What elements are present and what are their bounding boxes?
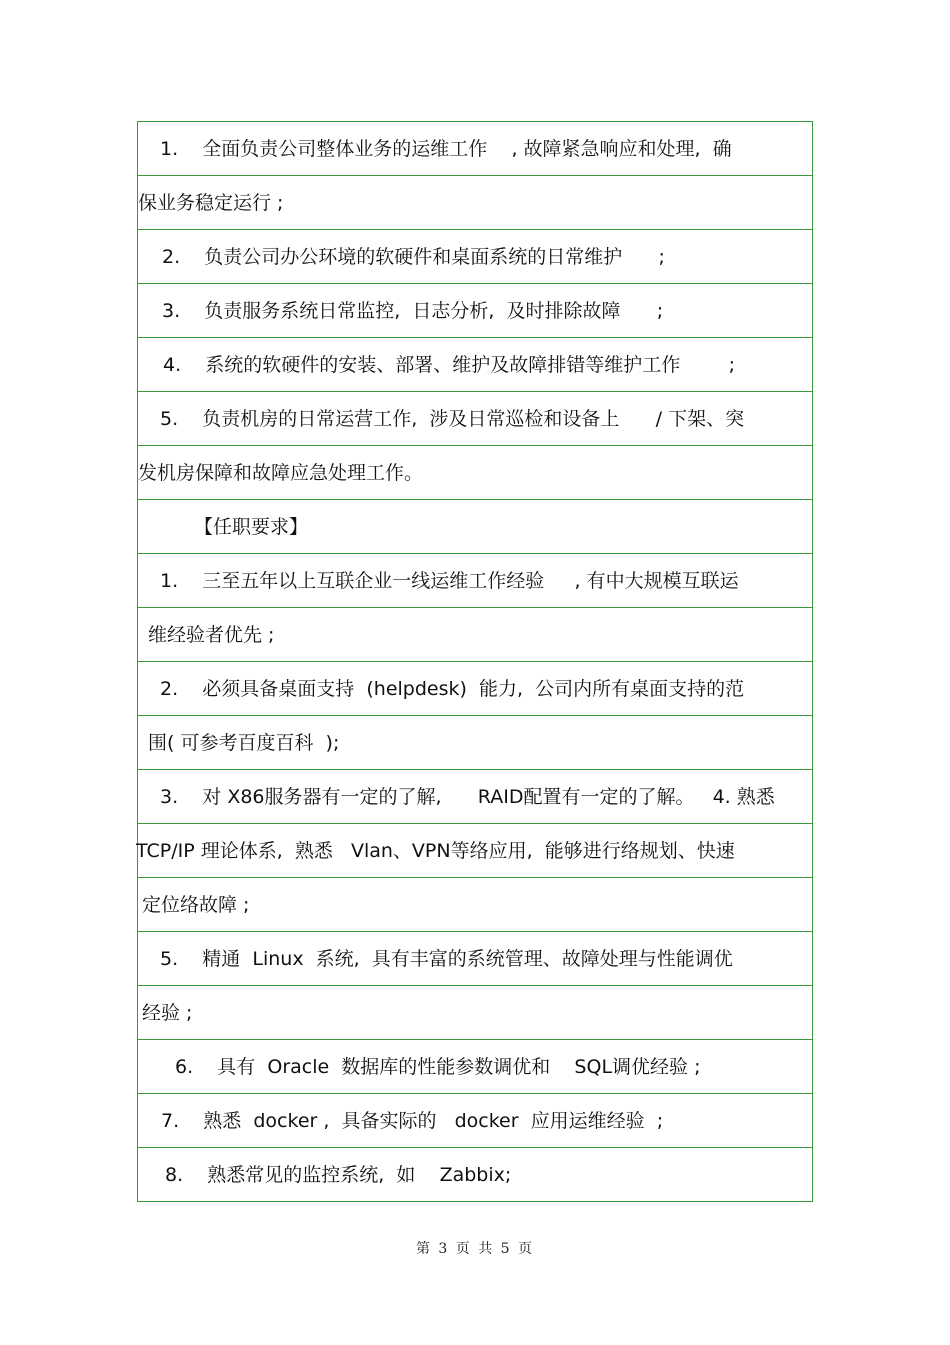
text-line: 1. 三至五年以上互联企业一线运维工作经验 , 有中大规模互联运 [160, 570, 739, 592]
text-line: 8. 熟悉常见的监控系统, 如 Zabbix; [165, 1164, 512, 1186]
table-row [138, 770, 812, 824]
text-line: 2. 必须具备桌面支持 (helpdesk) 能力, 公司内所有桌面支持的范 [160, 678, 745, 700]
text-line: 3. 对 X86服务器有一定的了解, RAID配置有一定的了解。 4. 熟悉 [160, 786, 775, 808]
table-row [138, 122, 812, 176]
table-row [138, 392, 812, 446]
table-row [138, 1148, 812, 1202]
text-line: 5. 精通 Linux 系统, 具有丰富的系统管理、故障处理与性能调优 [160, 948, 733, 970]
table-row [138, 986, 812, 1040]
text-line: 5. 负责机房的日常运营工作, 涉及日常巡检和设备上 / 下架、突 [160, 408, 745, 430]
section-heading: 【任职要求】 [194, 516, 309, 538]
text-line: 经验 ; [142, 1002, 193, 1024]
text-line: 3. 负责服务系统日常监控, 日志分析, 及时排除故障 ; [162, 300, 664, 322]
table-row [138, 608, 812, 662]
text-line: TCP/IP 理论体系, 熟悉 Vlan、VPN等络应用, 能够进行络规划、快速 [136, 840, 735, 862]
table-row [138, 554, 812, 608]
text-line: 定位络故障 ; [142, 894, 250, 916]
table-row [138, 338, 812, 392]
text-line: 6. 具有 Oracle 数据库的性能参数调优和 SQL调优经验 ; [175, 1056, 701, 1078]
text-line: 2. 负责公司办公环境的软硬件和桌面系统的日常维护 ; [162, 246, 665, 268]
text-line: 维经验者优先 ; [148, 624, 275, 646]
text-line: 发机房保障和故障应急处理工作。 [138, 462, 424, 484]
page-number-footer: 第 3 页 共 5 页 [415, 1241, 535, 1257]
table-row [138, 284, 812, 338]
text-line: 4. 系统的软硬件的安装、部署、维护及故障排错等维护工作 ; [163, 354, 736, 376]
table-row [138, 230, 812, 284]
table-row [138, 662, 812, 716]
text-line: 7. 熟悉 docker , 具备实际的 docker 应用运维经验 ; [161, 1110, 664, 1132]
document-table [137, 121, 813, 1202]
table-row [138, 824, 812, 878]
table-row [138, 500, 812, 554]
table-row [138, 446, 812, 500]
table-row [138, 176, 812, 230]
table-row [138, 1094, 812, 1148]
text-line: 1. 全面负责公司整体业务的运维工作 , 故障紧急响应和处理, 确 [160, 138, 732, 160]
text-line: 保业务稳定运行 ; [138, 192, 284, 214]
table-row [138, 878, 812, 932]
table-row [138, 932, 812, 986]
table-row [138, 716, 812, 770]
text-line: 围( 可参考百度百科 ); [148, 732, 340, 754]
table-row [138, 1040, 812, 1094]
